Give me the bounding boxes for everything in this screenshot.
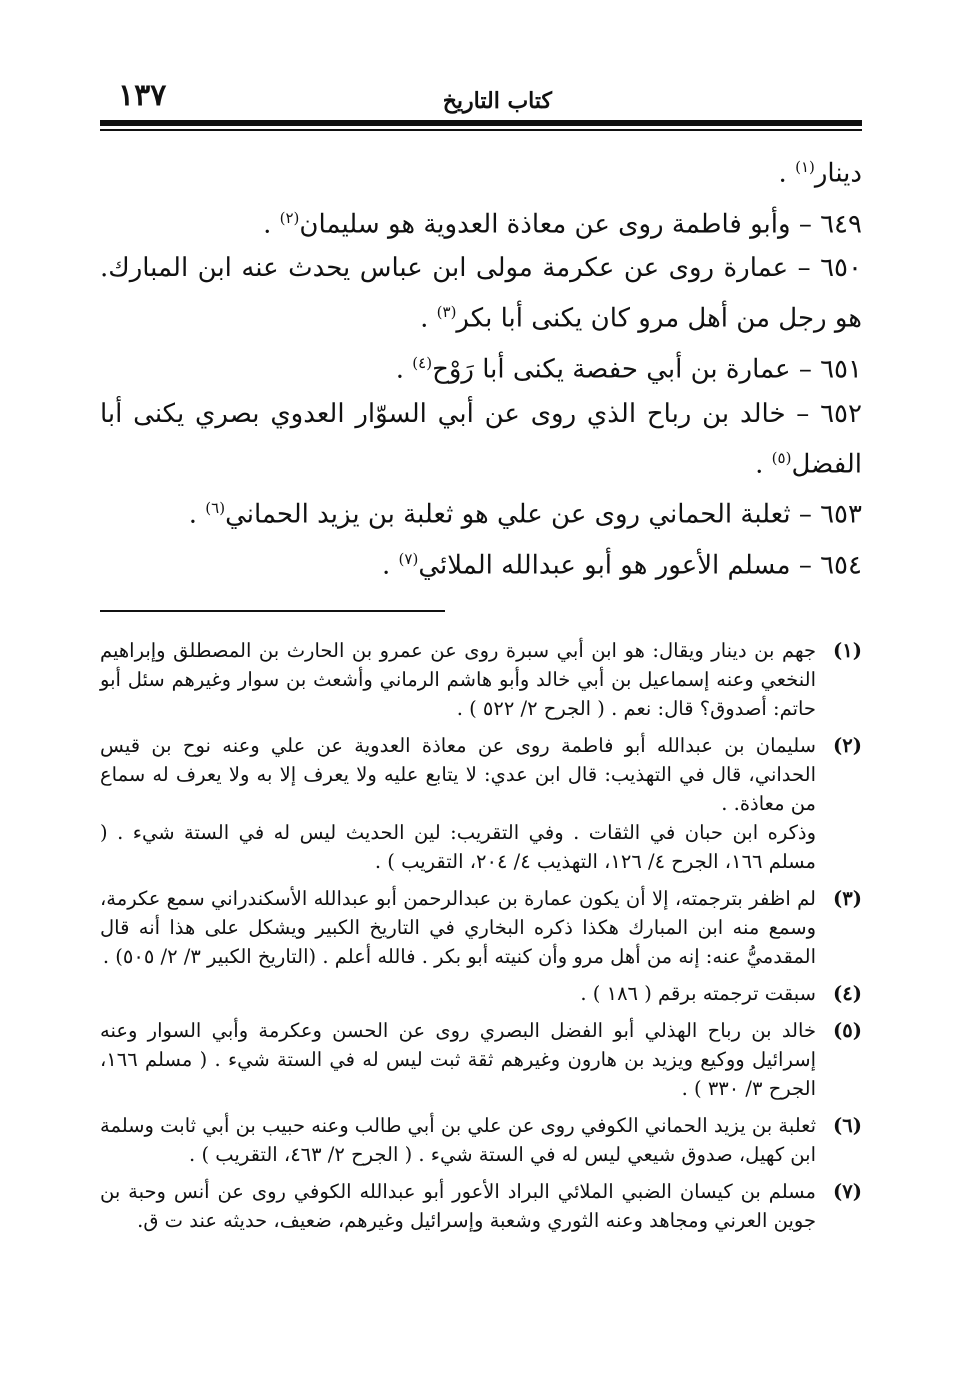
entry-end: . xyxy=(263,209,280,240)
footnote xyxy=(100,884,862,971)
footnotes xyxy=(100,636,862,1235)
footnote-number: (٣) xyxy=(833,886,862,910)
page-header xyxy=(100,78,862,118)
footnote xyxy=(100,1177,862,1235)
footnote-number: (٦) xyxy=(833,1113,862,1137)
entry xyxy=(100,145,862,196)
footnote-paragraph: وذكره ابن حبان في الثقات . وفي التقريب: لين الحديث ليس له في الستة شيء . ( مسلم ١٦٦، الجرح ٤/ ١٢٦، التهذيب ٤/ ٢٠٤، التقريب ) . xyxy=(100,820,816,873)
footnote-text xyxy=(100,884,816,971)
entry-text: ٦٥٤ – مسلم الأعور هو أبو عبدالله الملائي xyxy=(418,550,862,581)
page-title: كتاب التاريخ xyxy=(442,88,552,114)
footnote-paragraph: سبقت ترجمته برقم ( ١٨٦ ) . xyxy=(580,981,816,1005)
entry-end: . xyxy=(778,158,796,189)
entry-text: دينار xyxy=(814,158,862,189)
footnote xyxy=(100,979,862,1008)
entry-text: ٦٥٣ – ثعلبة الحماني روى عن علي هو ثعلبة بن يزيد الحماني xyxy=(225,499,862,530)
footnote-number: (١) xyxy=(833,638,862,662)
entry-text: ٦٥١ – عمارة بن أبي حفصة يكنى أبا رَوْح xyxy=(432,354,862,385)
page-number: ١٣٧ xyxy=(118,78,167,113)
entry-end: . xyxy=(420,303,437,334)
footnote-separator xyxy=(100,610,445,612)
footnote-ref: (٤) xyxy=(412,353,433,372)
footnote-number: (٧) xyxy=(833,1179,862,1203)
footnote-paragraph: ثعلبة بن يزيد الحماني الكوفي روى عن علي بن أبي طالب وعنه حبيب بن أبي ثابت وسلمة ابن كهيل، صدوق شيعي ليس له في الستة شيء . ( الجرح ٢/ ٤٦٣، التقريب ) . xyxy=(100,1113,816,1166)
entry-end: . xyxy=(382,550,399,581)
footnote-number: (٤) xyxy=(833,981,862,1005)
entry-text: ٦٥٠ – عمارة روى عن عكرمة مولى ابن عباس يحدث عنه ابن المبارك. هو رجل من أهل مرو كان يكنى أبا بكر xyxy=(100,253,862,334)
footnote-paragraph: جهم بن دينار ويقال: هو ابن أبي سبرة روى عن عمرو بن الحارث بن المصطلق وإبراهيم النخعي وعنه إسماعيل بن أبي خالد وأبو هاشم الرماني وأشعث بن سوار وغيرهم سئل أبو حاتم: أصدوق؟ قال: نعم . ( الجرح ٢/ ٥٢٢ ) . xyxy=(100,638,816,720)
entry xyxy=(100,486,862,537)
entry-end: . xyxy=(188,499,206,530)
footnote-text xyxy=(100,731,816,876)
footnote xyxy=(100,636,862,723)
footnote-text xyxy=(100,979,816,1008)
footnote-text xyxy=(100,1111,816,1169)
footnote-paragraph: مسلم بن كيسان الضبي الملائي البراد الأعور أبو عبدالله الكوفي روى عن أنس وحبة بن جوين العرني ومجاهد وعنه الثوري وشعبة وإسرائيل وغيرهم، ضعيف، حديثه عند ت ق. xyxy=(100,1179,816,1232)
footnote-ref: (٧) xyxy=(398,549,419,568)
entry xyxy=(100,196,862,247)
footnote xyxy=(100,1016,862,1103)
entry xyxy=(100,537,862,588)
footnote-paragraph: سليمان بن عبدالله أبو فاطمة روى عن معاذة العدوية عن علي وعنه نوح بن قيس الحداني، قال في التهذيب: قال ابن عدي: لا يتابع عليه ولا يعرف إلا به ولا يعرف له سماع من معاذة. . xyxy=(100,733,816,815)
entry-text: ٦٤٩ – وأبو فاطمة روى عن معاذة العدوية هو سليمان xyxy=(299,209,862,240)
main-text xyxy=(100,145,862,588)
footnote-paragraph: لم اظفر بترجمته، إلا أن يكون عمارة بن عبدالرحمن أبو عبدالله الأسكندراني سمع عكرمة، وسمع منه ابن المبارك هكذا ذكره البخاري في التاريخ الكبير ويشكل على هذا أنه قال المقدميُّ عنه: إنه من أهل مرو وأن كنيته أبو بكر . فالله أعلم . (التاريخ الكبير ٣/ ٢/ ٥٠٥) . xyxy=(100,886,816,968)
entry-end: . xyxy=(395,354,413,385)
footnote-ref: (٣) xyxy=(436,303,457,322)
footnote-text xyxy=(100,1177,816,1235)
entry xyxy=(100,246,862,341)
header-rule-thick xyxy=(100,120,862,126)
footnote-number: (٥) xyxy=(833,1018,862,1042)
entry xyxy=(100,341,862,392)
footnote-number: (٢) xyxy=(833,733,862,757)
footnote-paragraph: خالد بن رباح الهذلي أبو الفضل البصري روى عن الحسن وعكرمة وأبي السوار وعنه إسرائيل ووكيع ويزيد بن هارون وغيرهم ثقة ثبت ليس له في الستة شيء . ( مسلم ١٦٦، الجرح ٣/ ٣٣٠ ) . xyxy=(100,1018,816,1100)
footnote xyxy=(100,1111,862,1169)
footnote-ref: (٢) xyxy=(279,208,300,227)
entry-text: ٦٥٢ – خالد بن رباح الذي روى عن أبي السوّار العدوي بصري يكنى أبا الفضل xyxy=(100,398,862,480)
footnote-text xyxy=(100,636,816,723)
entry xyxy=(100,392,862,487)
footnote-text xyxy=(100,1016,816,1103)
footnote-ref: (١) xyxy=(795,158,815,176)
header-rule-thin xyxy=(100,129,862,131)
entry-end: . xyxy=(755,449,772,480)
footnote xyxy=(100,731,862,876)
footnote-ref: (٦) xyxy=(205,499,226,518)
footnote-ref: (٥) xyxy=(771,448,792,467)
